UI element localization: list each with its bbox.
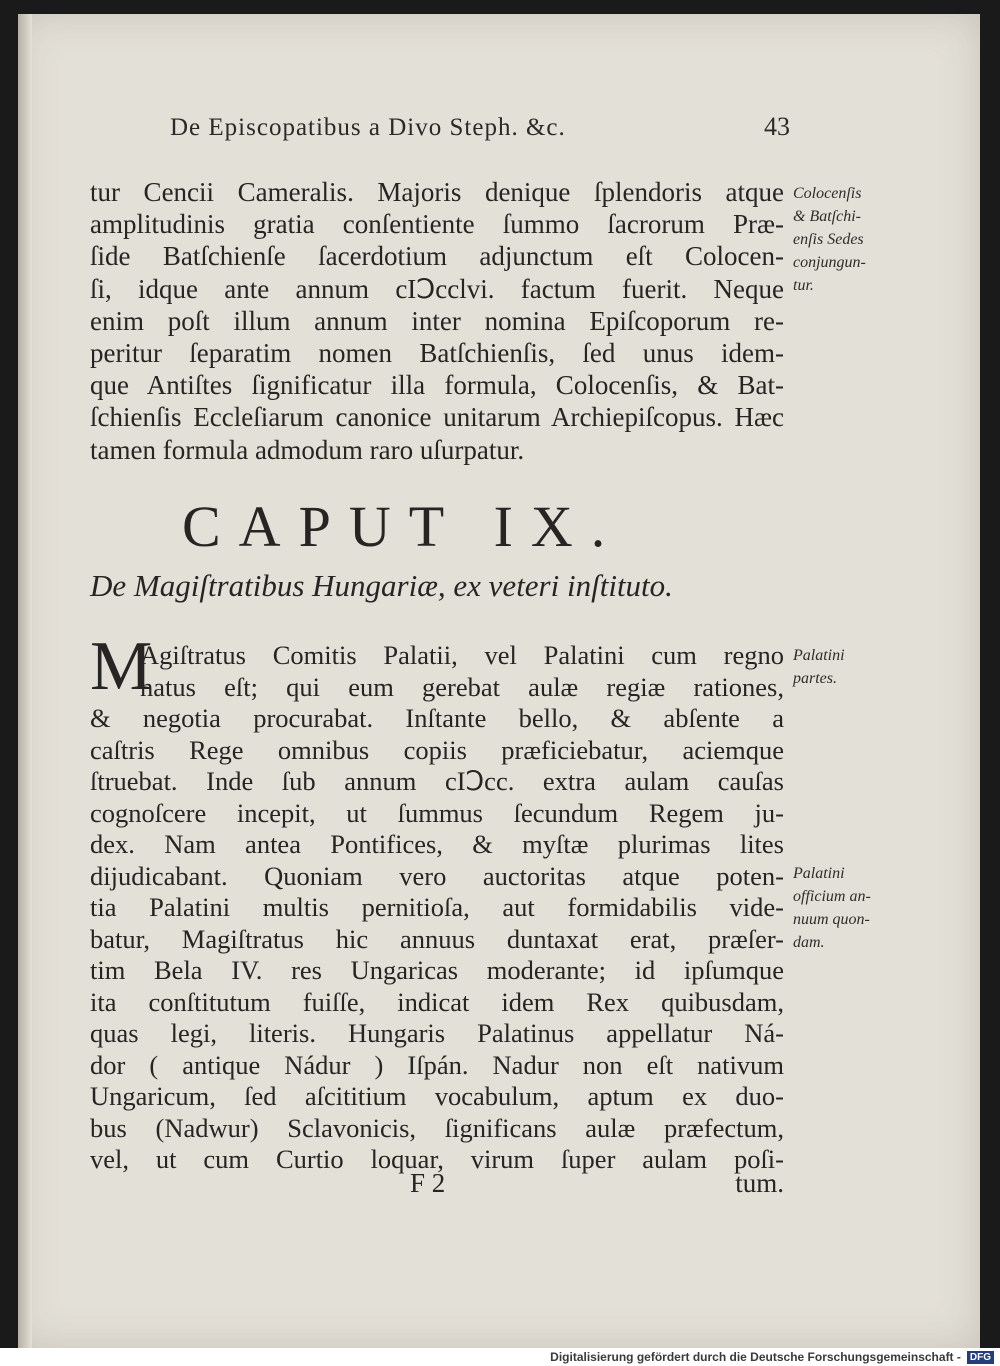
text-line: peritur ſeparatim nomen Batſchienſis, ſed unus idem- xyxy=(90,337,784,368)
text-line: ſide Batſchienſe ſacerdotium adjunctum eſt Colocen- xyxy=(90,241,784,272)
running-header xyxy=(170,112,790,142)
text-line: dijudicabant. Quoniam vero auctoritas atque poten- xyxy=(90,860,784,891)
text-line: dex. Nam antea Pontifices, & myſtæ plurimas lites xyxy=(90,829,784,859)
text-line: dor ( antique Nádur ) Iſpán. Nadur non eſt nativum xyxy=(90,1049,784,1080)
margin-note-line: partes. xyxy=(793,670,837,687)
text-line: ſi, idque ante annum cIↃcclvi. factum fuerit. Neque xyxy=(90,273,784,304)
drop-capital: M xyxy=(90,628,153,705)
funding-notice: Digitalisierung gefördert durch die Deutsche Forschungsgemeinschaft - xyxy=(550,1350,961,1364)
margin-note-line: officium an- xyxy=(793,888,871,905)
margin-note-line: conjungun- xyxy=(793,254,866,271)
text-line: batur, Magiſtratus hic annuus duntaxat erat, præſer- xyxy=(90,923,784,954)
paragraph-2 xyxy=(90,640,784,1176)
page-spine-shadow xyxy=(18,14,32,1348)
text-line: cognoſcere incepit, ut ſummus ſecundum Regem ju- xyxy=(90,797,784,828)
text-line: enim poſt illum annum inter nomina Epiſcoporum re- xyxy=(90,305,784,336)
chapter-subtitle: De Magiſtratibus Hungariæ, ex veteri inſtituto. xyxy=(90,568,673,603)
margin-note-line: dam. xyxy=(793,934,825,951)
chapter-title: CAPUT IX. xyxy=(182,494,624,559)
text-line: amplitudinis gratia conſentiente ſummo ſacrorum Præ- xyxy=(90,209,784,240)
text-line: caſtris Rege omnibus copiis præficiebatur, aciemque xyxy=(90,734,784,765)
margin-note-line: Colocenſis xyxy=(793,185,862,202)
text-line: bus (Nadwur) Sclavonicis, ſignificans aulæ præfectum, xyxy=(90,1112,784,1143)
running-head-title: De Episcopatibus a Divo Steph. &c. xyxy=(170,114,566,141)
text-line: & negotia procurabat. Inſtante bello, & abſente a xyxy=(90,703,784,733)
text-line: quas legi, literis. Hungaris Palatinus appellatur Ná- xyxy=(90,1018,784,1048)
text-line: tur Cencii Cameralis. Majoris denique ſplendoris atque xyxy=(90,177,784,207)
text-line: vel, ut cum Curtio loquar, virum ſuper aulam poſi- xyxy=(90,1144,784,1174)
text-line: tia Palatini multis pernitioſa, aut formidabilis vide- xyxy=(90,892,784,922)
text-line: tamen formula admodum raro uſurpatur. xyxy=(90,434,525,465)
margin-note-line: tur. xyxy=(793,277,814,294)
margin-note-line: Palatini xyxy=(793,647,845,664)
text-line: Agiſtratus Comitis Palatii, vel Palatini cum regno xyxy=(140,640,784,670)
gathering-signature: F 2 xyxy=(410,1168,446,1198)
text-line: ita conſtitutum fuiſſe, indicat idem Rex quibusdam, xyxy=(90,986,784,1017)
text-line: natus eſt; qui eum gerebat aulæ regiæ rationes, xyxy=(140,671,784,702)
paragraph-1 xyxy=(90,176,784,466)
text-line: tim Bela IV. res Ungaricas moderante; id ipſumque xyxy=(90,955,784,985)
text-line: Ungaricum, ſed aſcititium vocabulum, aptum ex duo- xyxy=(90,1081,784,1111)
text-line: ſchienſis Eccleſiarum canonice unitarum Archiepiſcopus. Hæc xyxy=(90,402,784,433)
margin-note-line: Palatini xyxy=(793,865,845,882)
margin-note-line: nuum quon- xyxy=(793,911,870,928)
margin-note-line: enſis Sedes xyxy=(793,231,864,248)
signature-line xyxy=(90,1168,784,1200)
text-line: que Antiſtes ſignificatur illa formula, Colocenſis, & Bat- xyxy=(90,370,784,401)
catchword: tum. xyxy=(735,1168,784,1198)
text-line: ſtruebat. Inde ſub annum cIↃcc. extra aulam cauſas xyxy=(90,766,784,796)
digitization-footer xyxy=(0,1348,1000,1366)
margin-note-line: & Batſchi- xyxy=(793,208,861,225)
dfg-logo: DFG xyxy=(967,1351,994,1364)
margin-note-partes xyxy=(793,644,893,690)
page-number: 43 xyxy=(764,112,790,141)
margin-note-sedes xyxy=(793,182,893,297)
margin-note-officium xyxy=(793,862,893,954)
